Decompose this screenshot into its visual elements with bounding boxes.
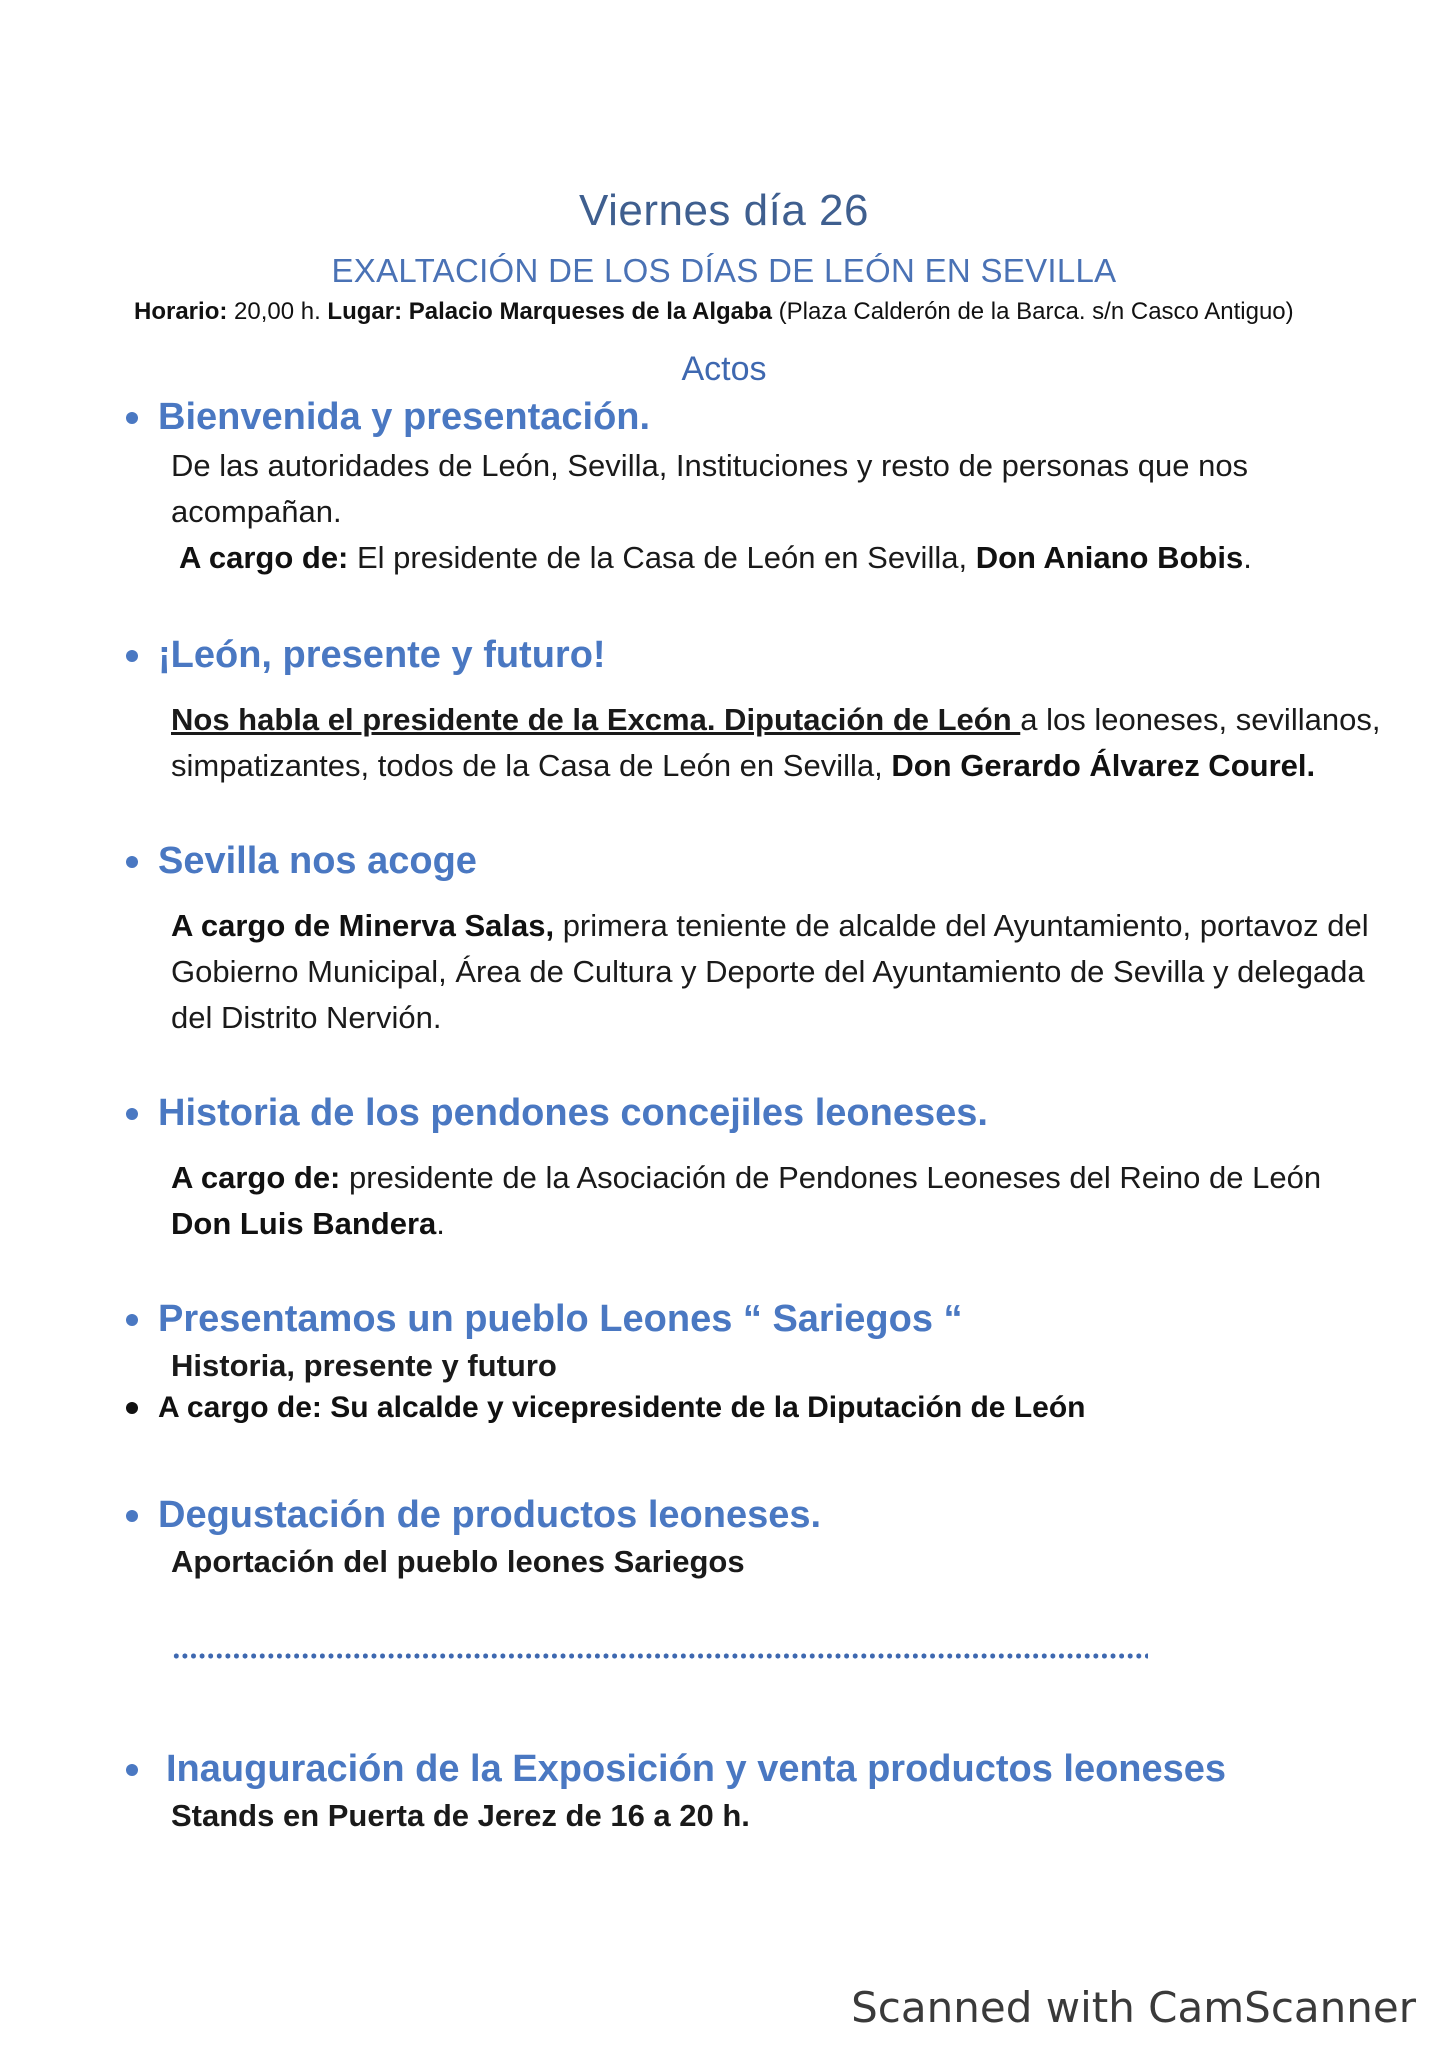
lugar-value: (Plaza Calderón de la Barca. s/n Casco Antiguo) [772, 298, 1294, 325]
section-body [171, 697, 1426, 789]
section-heading: Inauguración de la Exposición y venta productos leoneses [126, 1748, 1426, 1791]
section-heading: Presentamos un pueblo Leones “ Sariegos “ [126, 1298, 1426, 1341]
body-line: De las autoridades de León, Sevilla, Instituciones y resto de personas que nos [171, 448, 1249, 483]
section-heading: Sevilla nos acoge [126, 840, 1426, 883]
section-heading: Bienvenida y presentación. [126, 396, 1426, 439]
body-line: Historia, presente y futuro [171, 1348, 557, 1383]
bullet-icon [126, 412, 138, 424]
section-body [171, 443, 1426, 581]
section-body [171, 1793, 1426, 1839]
body-line: acompañan. [171, 494, 342, 529]
bullet-icon [126, 1764, 138, 1776]
bullet-icon [126, 856, 138, 868]
cargo-label: A cargo de: [179, 540, 349, 575]
dotted-divider [172, 1652, 1148, 1660]
page-subtitle: EXALTACIÓN DE LOS DÍAS DE LEÓN EN SEVILLA [331, 252, 1117, 289]
section-heading: Degustación de productos leoneses. [126, 1494, 1426, 1537]
cargo-bold: A cargo de Minerva Salas, [171, 908, 555, 943]
body-line: A cargo de Minerva Salas, primera teniente de alcalde del Ayuntamiento, portavoz del [171, 908, 1369, 943]
section-body [171, 903, 1426, 1041]
schedule-line [134, 298, 1354, 326]
lugar-label: Lugar: Palacio Marqueses de la Algaba [327, 298, 773, 325]
cargo-end: . [1243, 540, 1252, 575]
underlined-text: Nos habla el presidente de la Excma. Diputación de León [171, 702, 1021, 737]
scanner-watermark: Scanned with CamScanner [851, 1983, 1416, 2032]
section-body [171, 1155, 1426, 1247]
body-line: del Distrito Nervión. [171, 1000, 442, 1035]
section-degustacion [126, 1494, 1426, 1585]
section-pendones [126, 1092, 1426, 1247]
bullet-icon [126, 650, 138, 662]
section-sevilla-acoge [126, 840, 1426, 1041]
cargo-line [179, 535, 1426, 581]
body-line: simpatizantes, todos de la Casa de León en Sevilla, Don Gerardo Álvarez Courel. [171, 748, 1316, 783]
speaker-name: Don Luis Bandera [171, 1206, 437, 1241]
actos-heading: Actos [681, 350, 767, 388]
horario-value: 20,00 h. [227, 298, 328, 325]
horario-label: Horario: [134, 298, 228, 325]
speaker-name: Don Gerardo Álvarez Courel. [891, 748, 1316, 783]
cargo-text: El presidente de la Casa de León en Sevilla, [348, 540, 976, 575]
body-line: Nos habla el presidente de la Excma. Diputación de León a los leoneses, sevillanos, [171, 702, 1381, 737]
bullet-icon [126, 1402, 138, 1414]
body-line: Gobierno Municipal, Área de Cultura y Deporte del Ayuntamiento de Sevilla y delegada [171, 954, 1365, 989]
section-heading: ¡León, presente y futuro! [126, 634, 1426, 677]
body-line: Aportación del pueblo leones Sariegos [171, 1544, 745, 1579]
bullet-icon [126, 1510, 138, 1522]
page-title: Viernes día 26 [579, 186, 869, 235]
section-heading: Historia de los pendones concejiles leoneses. [126, 1092, 1426, 1135]
section-body [171, 1539, 1426, 1585]
section-sariegos [126, 1298, 1426, 1425]
section-body [171, 1343, 1426, 1389]
body-line: Don Luis Bandera. [171, 1206, 445, 1241]
bullet-icon [126, 1314, 138, 1326]
cargo-name: Don Aniano Bobis [975, 540, 1244, 575]
cargo-label: A cargo de: [171, 1160, 341, 1195]
black-bullet-row: A cargo de: Su alcalde y vicepresidente de la Diputación de León [126, 1391, 1426, 1425]
bullet-icon [126, 1108, 138, 1120]
section-inauguracion [126, 1748, 1426, 1839]
body-line: A cargo de: presidente de la Asociación de Pendones Leoneses del Reino de León [171, 1160, 1322, 1195]
section-bienvenida [126, 396, 1426, 581]
section-leon-presente [126, 634, 1426, 789]
body-line: Stands en Puerta de Jerez de 16 a 20 h. [171, 1798, 750, 1833]
